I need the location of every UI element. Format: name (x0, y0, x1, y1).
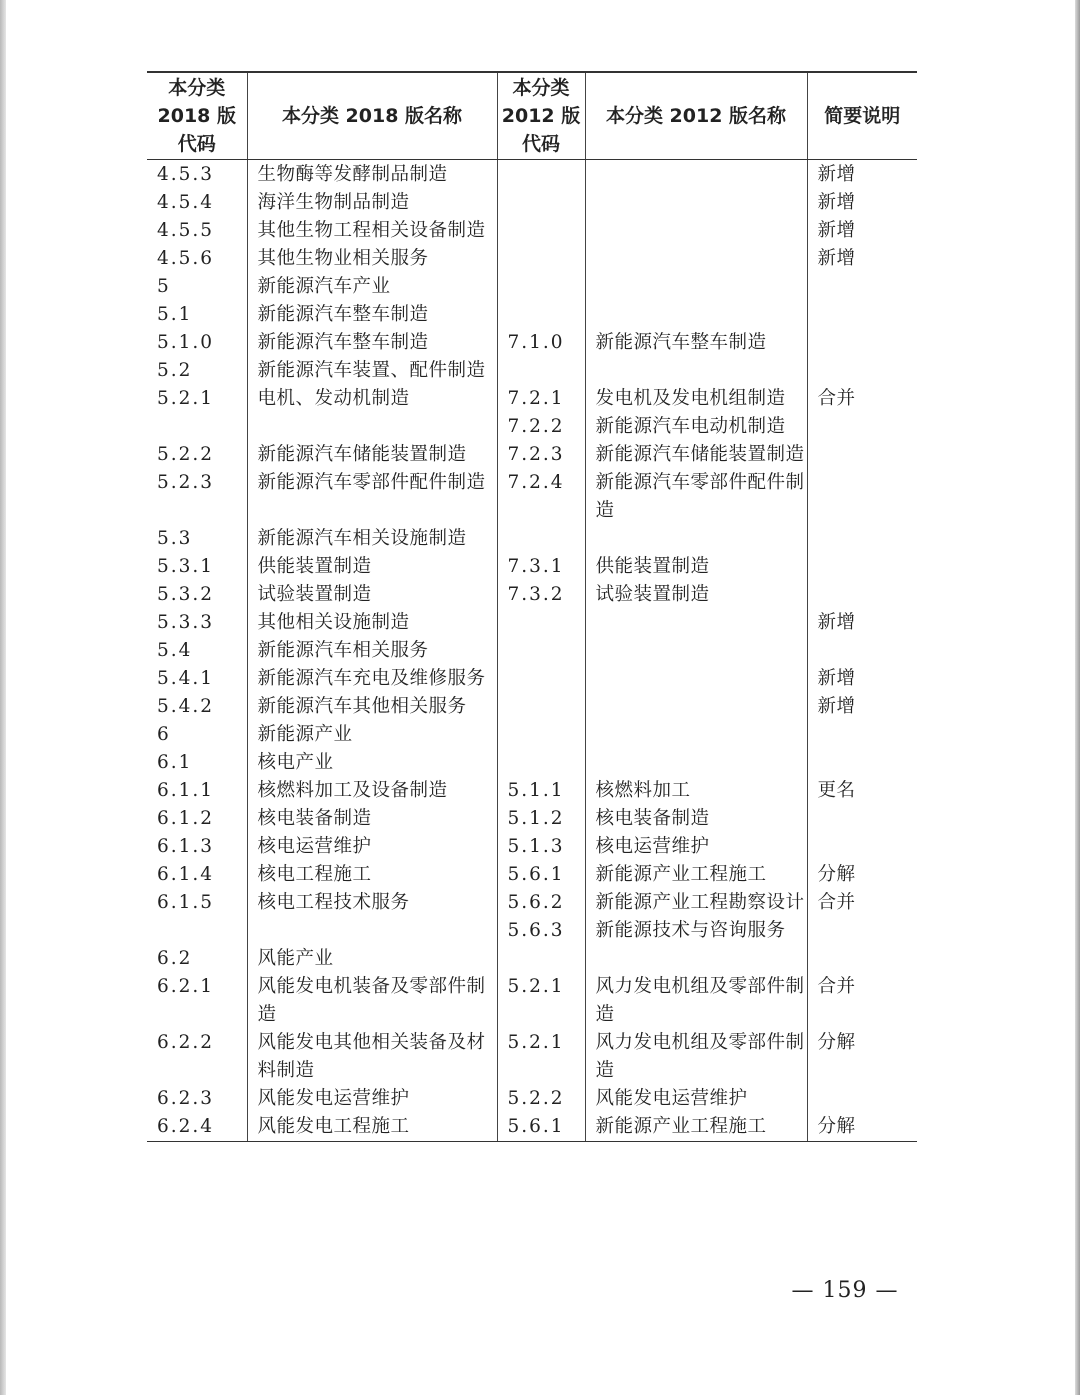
table-row (147, 441, 917, 469)
header-line: 代码 (177, 132, 216, 155)
cell-code-2018: 5.2.2 (157, 443, 215, 465)
cell-code-2012 (497, 609, 585, 637)
cell-note: 新增 (807, 245, 917, 273)
cell-code-2018: 4.5.4 (157, 191, 215, 213)
cell-name-2012: 新能源产业工程勘察设计 (585, 889, 807, 917)
cell-name-2018: 新能源汽车充电及维修服务 (247, 665, 497, 693)
table-row (147, 245, 917, 273)
cell-note (807, 805, 917, 833)
cell-name-2012: 新能源汽车零部件配件制造 (585, 469, 807, 525)
cell-name-2012: 供能装置制造 (585, 553, 807, 581)
cell-note (807, 329, 917, 357)
classification-mapping-table (147, 71, 917, 1142)
cell-name-2012: 新能源产业工程施工 (585, 861, 807, 889)
cell-note (807, 525, 917, 553)
cell-code-2018: 5.2.3 (157, 471, 215, 493)
cell-code-2012 (497, 301, 585, 329)
cell-code-2018: 5.4 (157, 639, 193, 661)
header-line: 代码 (521, 132, 560, 155)
header-line: 本分类 (168, 76, 226, 99)
cell-code-2012: 7.2.1 (497, 385, 585, 413)
table-row (147, 609, 917, 637)
cell-code-2018: 5.2 (157, 359, 193, 381)
cell-code-2018: 4.5.6 (157, 247, 215, 269)
header-line: 本分类 (512, 76, 570, 99)
header-line: 简要说明 (824, 104, 901, 127)
cell-name-2012 (585, 217, 807, 245)
cell-code-2012 (497, 749, 585, 777)
cell-code-2018: 5.4.1 (157, 667, 215, 689)
cell-code-2018: 6.1.2 (157, 807, 215, 829)
cell-code-2012: 5.2.1 (497, 1029, 585, 1085)
cell-code-2012: 7.1.0 (497, 329, 585, 357)
header-line: 本分类 2018 版名称 (281, 104, 463, 127)
cell-name-2018: 核电装备制造 (247, 805, 497, 833)
table-header-row (147, 72, 917, 159)
cell-code-2012 (497, 159, 585, 189)
cell-code-2012: 7.3.1 (497, 553, 585, 581)
header-line: 2018 版 (157, 104, 236, 127)
cell-name-2018: 电机、发动机制造 (247, 385, 497, 413)
table-row (147, 385, 917, 413)
cell-name-2012: 新能源技术与咨询服务 (585, 917, 807, 945)
table-row (147, 273, 917, 301)
cell-note (807, 581, 917, 609)
header-line: 2012 版 (501, 104, 581, 127)
cell-code-2018: 6.2.1 (157, 975, 215, 997)
cell-code-2012 (497, 189, 585, 217)
cell-code-2018: 5.2.1 (157, 387, 215, 409)
table-row (147, 525, 917, 553)
cell-note: 合并 (807, 973, 917, 1029)
cell-code-2018: 4.5.3 (157, 163, 215, 185)
cell-code-2018 (147, 917, 247, 945)
cell-name-2018: 其他相关设施制造 (247, 609, 497, 637)
cell-note (807, 721, 917, 749)
cell-note: 合并 (807, 889, 917, 917)
cell-code-2012: 7.2.3 (497, 441, 585, 469)
cell-note (807, 357, 917, 385)
header-name-2018 (247, 72, 497, 159)
cell-code-2012 (497, 693, 585, 721)
table-row (147, 159, 917, 189)
cell-name-2018 (247, 917, 497, 945)
table-body (147, 159, 917, 1141)
cell-name-2012: 新能源汽车电动机制造 (585, 413, 807, 441)
cell-name-2018: 新能源汽车零部件配件制造 (247, 469, 497, 525)
cell-name-2012 (585, 693, 807, 721)
cell-code-2018: 5.1.0 (157, 331, 215, 353)
cell-code-2018: 6 (157, 723, 171, 745)
table-row (147, 553, 917, 581)
cell-note: 分解 (807, 1113, 917, 1142)
table-row (147, 805, 917, 833)
cell-code-2012: 5.6.2 (497, 889, 585, 917)
cell-name-2012 (585, 665, 807, 693)
table-row (147, 917, 917, 945)
cell-code-2012 (497, 357, 585, 385)
cell-code-2018: 6.1.3 (157, 835, 215, 857)
cell-name-2012 (585, 301, 807, 329)
cell-note: 新增 (807, 189, 917, 217)
cell-name-2012 (585, 945, 807, 973)
table-row (147, 413, 917, 441)
cell-name-2012: 核燃料加工 (585, 777, 807, 805)
cell-code-2018: 5.1 (157, 303, 193, 325)
cell-code-2012 (497, 637, 585, 665)
cell-name-2018: 生物酶等发酵制品制造 (247, 159, 497, 189)
table-row (147, 189, 917, 217)
cell-note: 新增 (807, 609, 917, 637)
cell-code-2018 (147, 413, 247, 441)
cell-code-2012: 5.1.2 (497, 805, 585, 833)
cell-note (807, 273, 917, 301)
cell-name-2012: 新能源汽车储能装置制造 (585, 441, 807, 469)
cell-name-2012 (585, 189, 807, 217)
table-row (147, 357, 917, 385)
table-row (147, 1029, 917, 1085)
cell-code-2012: 7.3.2 (497, 581, 585, 609)
cell-code-2012 (497, 245, 585, 273)
cell-name-2018: 风能发电其他相关装备及材料制造 (247, 1029, 497, 1085)
page-number: — 159 — (791, 1278, 899, 1303)
table-row (147, 637, 917, 665)
cell-name-2012: 核电运营维护 (585, 833, 807, 861)
cell-name-2018: 风能发电机装备及零部件制造 (247, 973, 497, 1029)
cell-code-2012: 5.2.2 (497, 1085, 585, 1113)
cell-code-2012: 7.2.4 (497, 469, 585, 525)
cell-name-2018: 新能源汽车相关服务 (247, 637, 497, 665)
cell-name-2018: 核电工程技术服务 (247, 889, 497, 917)
cell-name-2012: 新能源汽车整车制造 (585, 329, 807, 357)
cell-name-2018: 新能源汽车产业 (247, 273, 497, 301)
cell-code-2012: 5.6.1 (497, 861, 585, 889)
cell-code-2018: 5.3 (157, 527, 193, 549)
cell-code-2018: 4.5.5 (157, 219, 215, 241)
cell-code-2018: 5 (157, 275, 171, 297)
cell-note: 新增 (807, 217, 917, 245)
cell-note: 新增 (807, 693, 917, 721)
cell-name-2018: 新能源汽车整车制造 (247, 329, 497, 357)
table-row (147, 1085, 917, 1113)
cell-name-2018: 新能源汽车整车制造 (247, 301, 497, 329)
cell-name-2012: 风力发电机组及零部件制造 (585, 973, 807, 1029)
table-row (147, 301, 917, 329)
cell-note (807, 833, 917, 861)
table-row (147, 581, 917, 609)
cell-name-2012: 发电机及发电机组制造 (585, 385, 807, 413)
cell-name-2012: 新能源产业工程施工 (585, 1113, 807, 1142)
cell-name-2018: 核电运营维护 (247, 833, 497, 861)
cell-name-2018: 风能发电运营维护 (247, 1085, 497, 1113)
cell-code-2012 (497, 525, 585, 553)
cell-code-2018: 6.2 (157, 947, 193, 969)
table-row (147, 1113, 917, 1142)
cell-code-2012: 5.1.3 (497, 833, 585, 861)
table-row (147, 889, 917, 917)
cell-code-2012: 5.6.3 (497, 917, 585, 945)
cell-name-2018: 核电产业 (247, 749, 497, 777)
cell-note: 分解 (807, 1029, 917, 1085)
cell-note (807, 413, 917, 441)
cell-name-2018: 新能源汽车装置、配件制造 (247, 357, 497, 385)
cell-code-2012: 7.2.2 (497, 413, 585, 441)
cell-code-2018: 5.3.3 (157, 611, 215, 633)
table-row (147, 217, 917, 245)
cell-note (807, 441, 917, 469)
cell-note (807, 917, 917, 945)
cell-note: 更名 (807, 777, 917, 805)
header-code-2018 (147, 72, 247, 159)
cell-name-2012 (585, 721, 807, 749)
cell-name-2018: 海洋生物制品制造 (247, 189, 497, 217)
cell-code-2018: 6.2.4 (147, 1113, 247, 1142)
cell-name-2012 (585, 159, 807, 189)
cell-name-2012 (585, 749, 807, 777)
cell-name-2018: 其他生物业相关服务 (247, 245, 497, 273)
cell-name-2012 (585, 245, 807, 273)
table-row (147, 693, 917, 721)
table-row (147, 329, 917, 357)
cell-name-2018: 风能产业 (247, 945, 497, 973)
cell-name-2018: 试验装置制造 (247, 581, 497, 609)
header-code-2012 (497, 72, 585, 159)
cell-note (807, 301, 917, 329)
cell-name-2012: 风力发电机组及零部件制造 (585, 1029, 807, 1085)
cell-name-2012 (585, 525, 807, 553)
cell-name-2012 (585, 609, 807, 637)
header-note (807, 72, 917, 159)
table-row (147, 721, 917, 749)
cell-name-2018 (247, 413, 497, 441)
table-row (147, 469, 917, 525)
cell-code-2018: 6.1.4 (157, 863, 215, 885)
table-row (147, 861, 917, 889)
cell-name-2018: 风能发电工程施工 (247, 1113, 497, 1142)
cell-code-2018: 5.3.2 (157, 583, 215, 605)
cell-code-2018: 5.4.2 (157, 695, 215, 717)
cell-code-2012 (497, 665, 585, 693)
cell-code-2018: 6.1 (157, 751, 193, 773)
cell-name-2018: 新能源汽车其他相关服务 (247, 693, 497, 721)
cell-note (807, 637, 917, 665)
cell-note (807, 945, 917, 973)
cell-name-2012 (585, 273, 807, 301)
table-row (147, 945, 917, 973)
cell-note (807, 469, 917, 525)
table-row (147, 665, 917, 693)
table-row (147, 973, 917, 1029)
table-row (147, 749, 917, 777)
cell-name-2018: 核燃料加工及设备制造 (247, 777, 497, 805)
cell-note (807, 553, 917, 581)
cell-code-2012 (497, 945, 585, 973)
cell-name-2018: 新能源汽车相关设施制造 (247, 525, 497, 553)
cell-note: 新增 (807, 665, 917, 693)
cell-code-2018: 6.1.5 (157, 891, 215, 913)
cell-name-2018: 新能源产业 (247, 721, 497, 749)
cell-name-2018: 其他生物工程相关设备制造 (247, 217, 497, 245)
cell-code-2012 (497, 721, 585, 749)
cell-code-2018: 5.3.1 (157, 555, 215, 577)
cell-code-2012: 5.2.1 (497, 973, 585, 1029)
cell-note: 合并 (807, 385, 917, 413)
cell-name-2012: 风能发电运营维护 (585, 1085, 807, 1113)
header-name-2012 (585, 72, 807, 159)
table-row (147, 777, 917, 805)
cell-note: 分解 (807, 861, 917, 889)
cell-note: 新增 (807, 159, 917, 189)
cell-name-2012 (585, 357, 807, 385)
cell-name-2012: 核电装备制造 (585, 805, 807, 833)
table-header (147, 72, 917, 159)
cell-note (807, 749, 917, 777)
table-row (147, 833, 917, 861)
cell-name-2018: 供能装置制造 (247, 553, 497, 581)
cell-name-2018: 核电工程施工 (247, 861, 497, 889)
cell-code-2018: 6.1.1 (157, 779, 215, 801)
cell-note (807, 1085, 917, 1113)
cell-name-2012: 试验装置制造 (585, 581, 807, 609)
cell-name-2018: 新能源汽车储能装置制造 (247, 441, 497, 469)
cell-code-2018: 6.2.3 (157, 1087, 215, 1109)
cell-code-2012: 5.1.1 (497, 777, 585, 805)
cell-name-2012 (585, 637, 807, 665)
cell-code-2012: 5.6.1 (497, 1113, 585, 1142)
cell-code-2018: 6.2.2 (157, 1031, 215, 1053)
cell-code-2012 (497, 217, 585, 245)
cell-code-2012 (497, 273, 585, 301)
header-line: 本分类 2012 版名称 (605, 104, 787, 127)
